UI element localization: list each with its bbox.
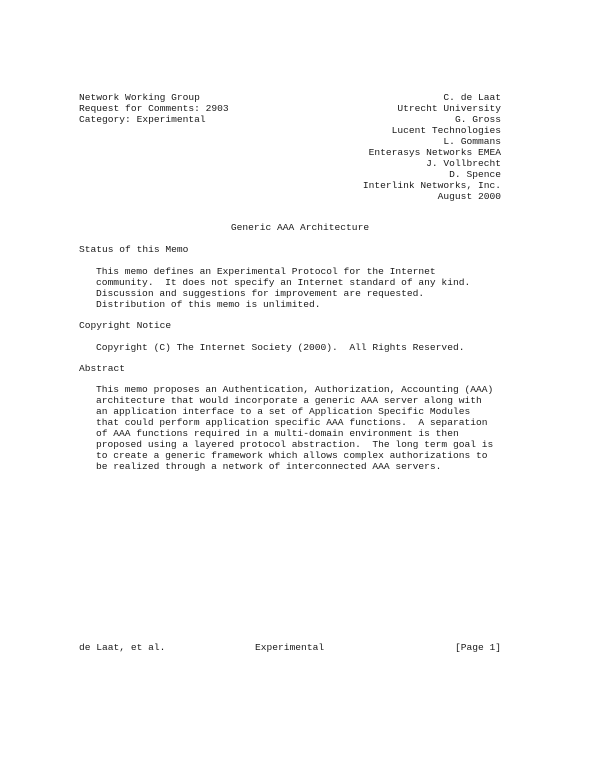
section-heading-abstract: Abstract: [79, 363, 126, 374]
header-right-line: L. Gommans: [443, 136, 501, 147]
abstract-line: be realized through a network of interconnected AAA servers.: [96, 461, 442, 472]
status-line: Distribution of this memo is unlimited.: [96, 299, 321, 310]
document-title: Generic AAA Architecture: [230, 222, 370, 233]
status-line: Discussion and suggestions for improvement are requested.: [96, 288, 425, 299]
abstract-line: to create a generic framework which allows complex authorizations to: [96, 450, 488, 461]
abstract-line: of AAA functions required in a multi-domain environment is then: [96, 428, 459, 439]
footer-page-number: [Page 1]: [454, 642, 501, 653]
section-heading-copyright: Copyright Notice: [79, 320, 172, 331]
status-line: This memo defines an Experimental Protocol for the Internet: [96, 266, 436, 277]
abstract-line: architecture that would incorporate a generic AAA server along with: [96, 395, 482, 406]
header-right-line: August 2000: [437, 191, 501, 202]
header-right-line: C. de Laat: [443, 92, 501, 103]
header-right-line: Enterasys Networks EMEA: [368, 147, 501, 158]
abstract-line: that could perform application specific AAA functions. A separation: [96, 417, 488, 428]
abstract-line: This memo proposes an Authentication, Authorization, Accounting (AAA): [96, 384, 494, 395]
header-right-line: Interlink Networks, Inc.: [362, 180, 501, 191]
footer-category: Experimental: [255, 642, 325, 653]
abstract-line: an application interface to a set of Application Specific Modules: [96, 406, 471, 417]
copyright-line: Copyright (C) The Internet Society (2000). All Rights Reserved.: [96, 342, 465, 353]
header-right-line: Utrecht University: [397, 103, 501, 114]
header-left-line: Network Working Group: [79, 92, 200, 103]
section-heading-status: Status of this Memo: [79, 244, 189, 255]
footer-authors: de Laat, et al.: [79, 642, 166, 653]
header-right-line: J. Vollbrecht: [426, 158, 501, 169]
header-right-line: G. Gross: [454, 114, 501, 125]
header-left-line: Category: Experimental: [79, 114, 206, 125]
header-right-line: D. Spence: [449, 169, 501, 180]
status-line: community. It does not specify an Internet standard of any kind.: [96, 277, 471, 288]
abstract-line: proposed using a layered protocol abstraction. The long term goal is: [96, 439, 494, 450]
header-right-line: Lucent Technologies: [391, 125, 501, 136]
header-left-line: Request for Comments: 2903: [79, 103, 229, 114]
